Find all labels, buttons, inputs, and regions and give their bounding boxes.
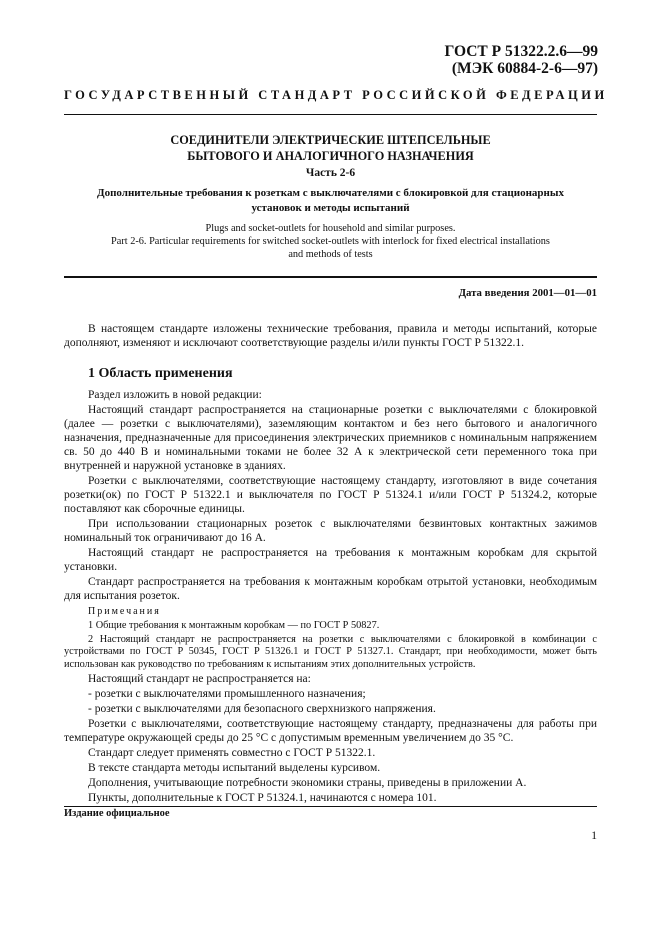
- standard-code-gost: ГОСТ Р 51322.2.6—99: [444, 43, 598, 60]
- introduction-date: Дата введения 2001—01—01: [458, 287, 597, 299]
- section-body: [64, 388, 597, 806]
- standard-code-iec: (МЭК 60884-2-6—97): [451, 60, 598, 77]
- paragraph: В тексте стандарта методы испытаний выделены курсивом.: [88, 762, 381, 774]
- intro-paragraph: В настоящем стандарте изложены технические требования, правила и методы испытаний, которые дополняют, изменяют и исключают соответствующие разделы и/или пункты ГОСТ Р 51322.1.: [64, 323, 597, 349]
- note: 1 Общие требования к монтажным коробкам — по ГОСТ Р 50827.: [88, 620, 380, 631]
- document-part: Часть 2-6: [305, 167, 356, 179]
- paragraph: Розетки с выключателями, соответствующие настоящему стандарту, изготовляют в виде сочетания розетки(ок) по ГОСТ Р 51322.1 и выключателя по ГОСТ Р 51324.1 и/или ГОСТ Р 51324.2, которые поставляют как сборочные единицы.: [64, 475, 597, 515]
- paragraph: Настоящий стандарт не распространяется на:: [88, 673, 311, 685]
- document-title: СОЕДИНИТЕЛИ ЭЛЕКТРИЧЕСКИЕ ШТЕПСЕЛЬНЫЕ БЫТОВОГО И АНАЛОГИЧНОГО НАЗНАЧЕНИЯ: [170, 133, 491, 163]
- document-subtitle: Дополнительные требования к розеткам с выключателями с блокировкой для стационарных установок и методы испытаний: [97, 187, 564, 214]
- paragraph: Дополнения, учитывающие потребности экономики страны, приведены в приложении А.: [88, 777, 527, 789]
- paragraph: Раздел изложить в новой редакции:: [88, 389, 262, 401]
- title-rule: [64, 276, 597, 278]
- page-number: 1: [591, 830, 597, 842]
- header-rule: [64, 114, 597, 115]
- standard-code: [445, 43, 598, 77]
- list-item: - розетки с выключателями для безопасного сверхнизкого напряжения.: [88, 703, 436, 715]
- paragraph: Настоящий стандарт не распространяется на требования к монтажным коробкам для скрытой установки.: [64, 547, 597, 573]
- paragraph: Настоящий стандарт распространяется на стационарные розетки с выключателями с блокировкой (далее — розетки с выключателями), заземляющим контактом и без него бытового и аналогичного назначения, предназначенные для присоединения электрических приемников с номинальным напряжением св. 50 до 440 В и номинальными токами не более 32 А к электрической сети переменного тока при внутренней и наружной установке в зданиях.: [64, 404, 597, 472]
- paragraph: При использовании стационарных розеток с выключателями безвинтовых контактных зажимов номинальный ток ограничивают до 16 А.: [64, 518, 597, 544]
- paragraph: Стандарт следует применять совместно с ГОСТ Р 51322.1.: [88, 747, 376, 759]
- list-item: - розетки с выключателями промышленного назначения;: [88, 688, 366, 700]
- footer-rule: [64, 806, 597, 807]
- notes-heading: Примечания: [88, 606, 161, 617]
- edition-label: Издание официальное: [64, 808, 170, 819]
- paragraph: Розетки с выключателями, соответствующие настоящему стандарту, предназначены для работы при температуре окружающей среды до 25 °С с допустимым временным увеличением до 35 °С.: [64, 718, 597, 744]
- state-standard-title: ГОСУДАРСТВЕННЫЙ СТАНДАРТ РОССИЙСКОЙ ФЕДЕРАЦИИ: [64, 88, 608, 102]
- paragraph: Стандарт распространяется на требования к монтажным коробкам отрытой установки, необходимым для испытания розеток.: [64, 576, 597, 602]
- section-heading: 1 Область применения: [88, 366, 233, 381]
- note: 2 Настоящий стандарт не распространяется на розетки с выключателями с блокировкой в комбинации с устройствами по ГОСТ Р 50345, ГОСТ Р 51326.1 и ГОСТ Р 51327.1. Стандарт, при необходимости, может быть использован как руководство по требованиям к испытаниям этих дополнительных устройств.: [64, 633, 597, 670]
- paragraph: Пункты, дополнительные к ГОСТ Р 51324.1, начинаются с номера 101.: [88, 792, 437, 804]
- english-title: Plugs and socket-outlets for household and similar purposes. Part 2-6. Particular requirements for switched socket-outlets with interlock for fixed electrical installations and methods of tests: [111, 223, 550, 260]
